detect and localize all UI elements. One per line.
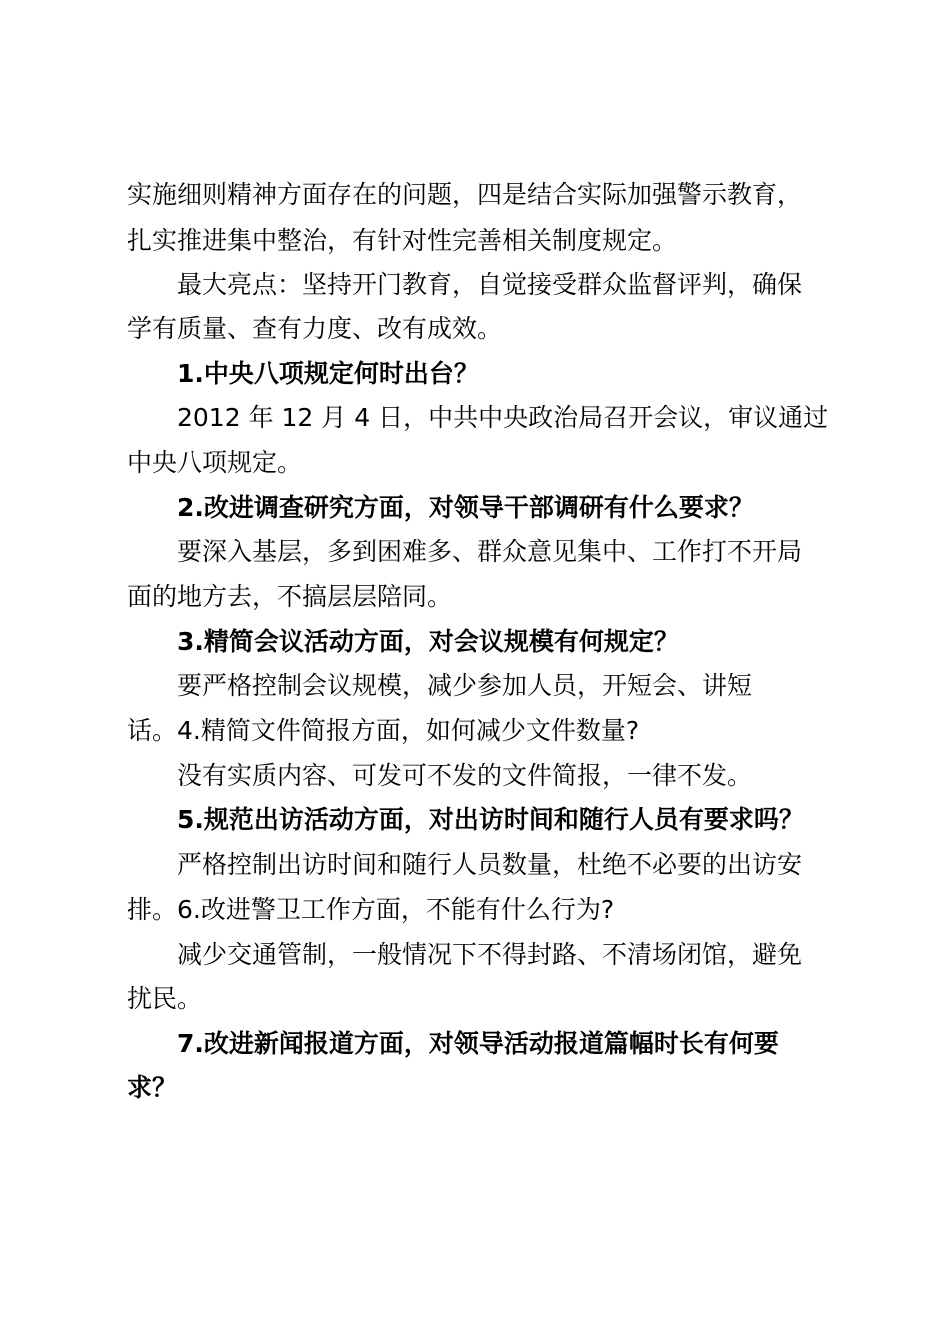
answer-text: 话。4.精简文件简报方面，如何减少文件数量?: [127, 716, 640, 745]
body-text-line: 实施细则精神方面存在的问题，四是结合实际加强警示教育，: [127, 180, 803, 209]
question-heading: 2.改进调查研究方面，对领导干部调研有什么要求？: [177, 493, 754, 522]
question-heading: 1.中央八项规定何时出台？: [177, 359, 479, 388]
answer-text: 减少交通管制，一般情况下不得封路、不清场闭馆，避免: [177, 940, 803, 969]
question-heading: 求？: [127, 1073, 178, 1102]
body-text-line: 学有质量、查有力度、改有成效。: [127, 314, 503, 343]
answer-text: 扰民。: [127, 984, 203, 1013]
question-heading: 5.规范出访活动方面，对出访时间和随行人员有要求吗？: [177, 805, 804, 834]
answer-text: 严格控制出访时间和随行人员数量，杜绝不必要的出访安: [177, 850, 803, 879]
body-text-line: 扎实推进集中整治，有针对性完善相关制度规定。: [127, 226, 678, 255]
question-heading: 7.改进新闻报道方面，对领导活动报道篇幅时长有何要: [177, 1029, 779, 1058]
highlight-paragraph: 最大亮点：坚持开门教育，自觉接受群众监督评判，确保: [177, 270, 803, 299]
answer-text: 要深入基层，多到困难多、群众意见集中、工作打不开局: [177, 537, 803, 566]
question-heading: 3.精简会议活动方面，对会议规模有何规定？: [177, 627, 679, 656]
answer-text: 排。6.改进警卫工作方面，不能有什么行为?: [127, 895, 615, 924]
answer-text: 要严格控制会议规模，减少参加人员，开短会、讲短: [177, 671, 753, 700]
answer-text: 没有实质内容、可发可不发的文件简报，一律不发。: [177, 761, 753, 790]
answer-text: 中央八项规定。: [127, 448, 303, 477]
answer-text: 2012 年 12 月 4 日，中共中央政治局召开会议，审议通过: [177, 403, 829, 432]
answer-text: 面的地方去，不搞层层陪同。: [127, 582, 453, 611]
